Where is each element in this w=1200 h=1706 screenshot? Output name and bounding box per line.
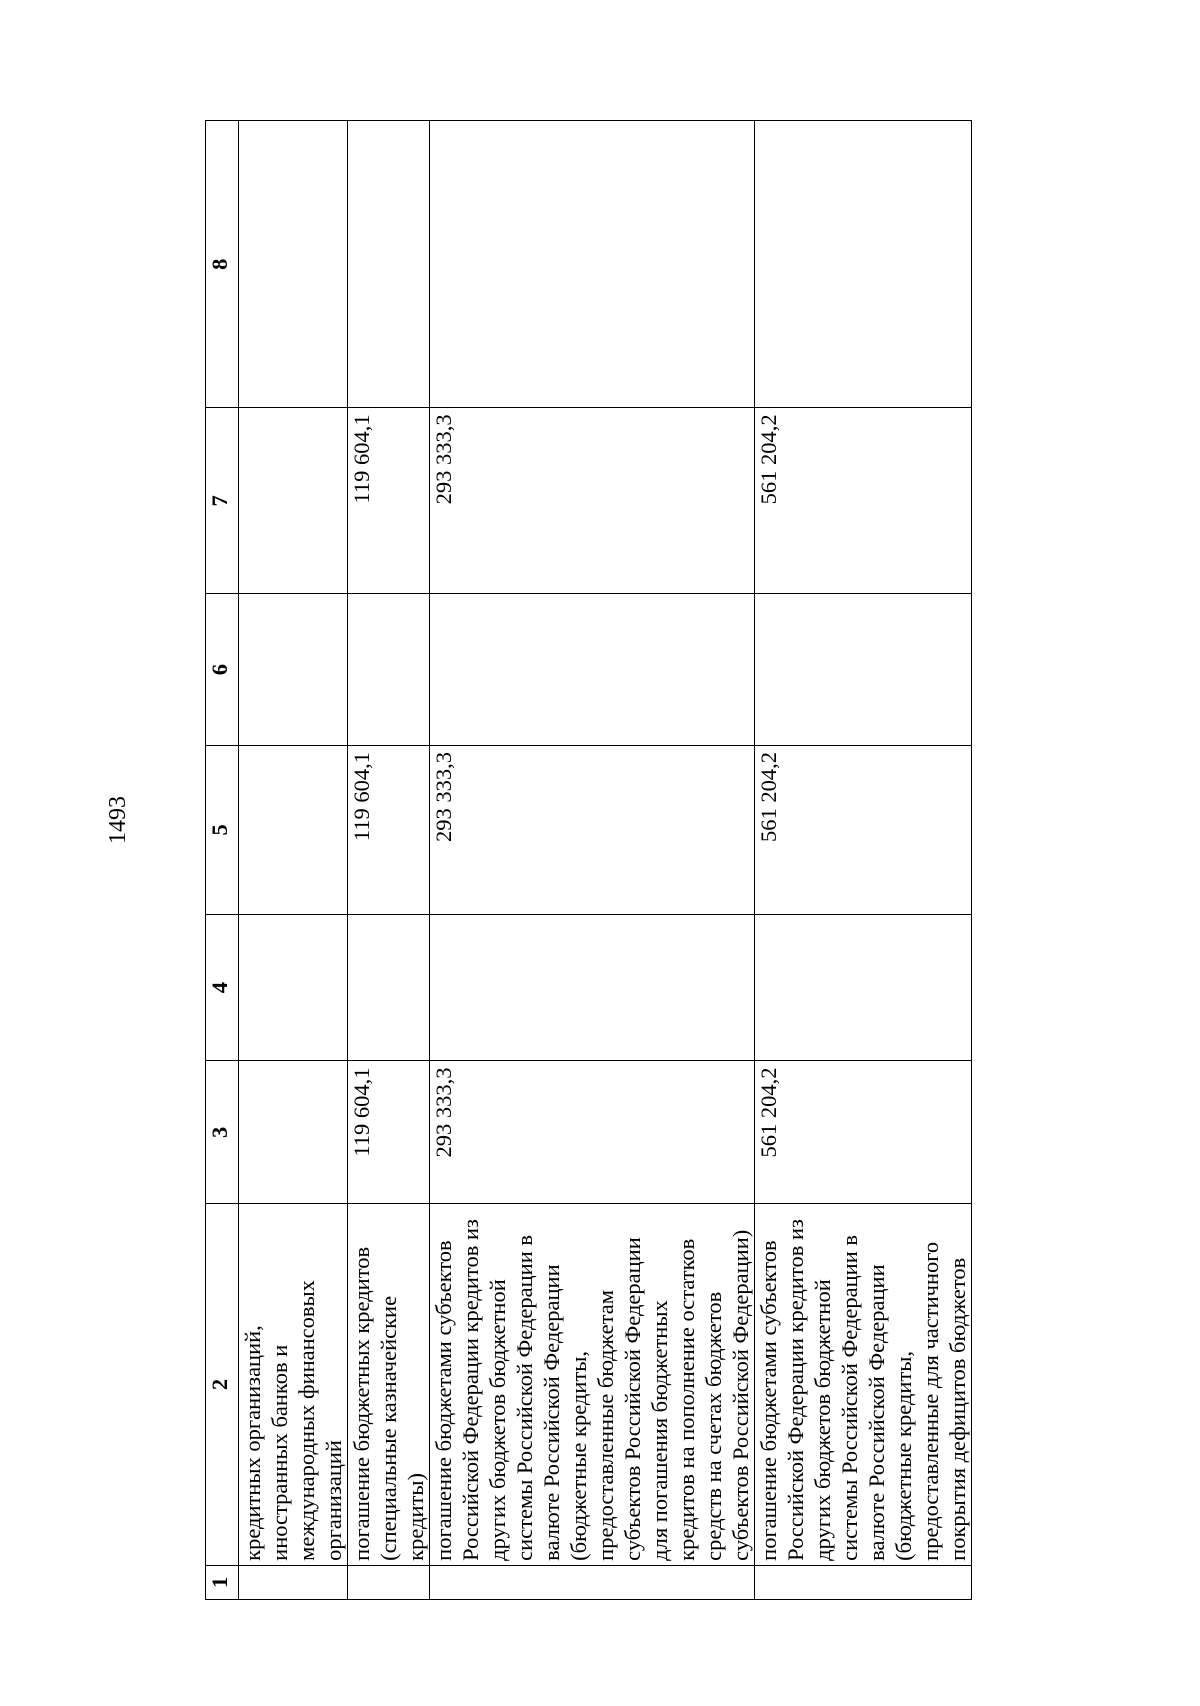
- cell-col1: [430, 1565, 755, 1599]
- column-header-5: 5: [206, 745, 239, 914]
- cell-col4: [239, 914, 348, 1061]
- cell-col8: [430, 121, 755, 408]
- cell-col4: [755, 914, 972, 1061]
- table-row: [755, 121, 972, 1600]
- cell-col1: [755, 1565, 972, 1599]
- cell-col8: [755, 121, 972, 408]
- cell-col5: [239, 745, 348, 914]
- cell-col3: 119 604,1: [348, 1061, 430, 1204]
- column-header-6: 6: [206, 594, 239, 746]
- table-header-row: [206, 121, 239, 1600]
- cell-col1: [348, 1565, 430, 1599]
- cell-col6: [430, 594, 755, 746]
- cell-col7: 561 204,2: [755, 408, 972, 594]
- column-header-7: 7: [206, 408, 239, 594]
- cell-col6: [755, 594, 972, 746]
- cell-description: погашение бюджетами субъектов Российской Федерации кредитов из других бюджетов бюджетной системы Российской Федерации в валюте Российской Федерации (бюджетные кредиты, предоставленные для частичного покрытия дефицитов бюджетов: [755, 1204, 972, 1566]
- column-header-3: 3: [206, 1061, 239, 1204]
- cell-col8: [348, 121, 430, 408]
- cell-col7: 293 333,3: [430, 408, 755, 594]
- cell-col7: [239, 408, 348, 594]
- cell-col8: [239, 121, 348, 408]
- cell-col4: [430, 914, 755, 1061]
- rotated-table-container: [205, 120, 1115, 1600]
- column-header-4: 4: [206, 914, 239, 1061]
- cell-col5: 293 333,3: [430, 745, 755, 914]
- column-header-2: 2: [206, 1204, 239, 1566]
- table-row: [430, 121, 755, 1600]
- cell-col6: [348, 594, 430, 746]
- cell-col3: [239, 1061, 348, 1204]
- cell-description: погашение бюджетами субъектов Российской Федерации кредитов из других бюджетов бюджетной системы Российской Федерации в валюте Российской Федерации (бюджетные кредиты, предоставленные бюджетам субъектов Российской Федерации для погашения бюджетных кредитов на пополнение остатков средств на счетах бюджетов субъектов Российской Федерации): [430, 1204, 755, 1566]
- budget-table: [205, 120, 972, 1600]
- cell-col3: 293 333,3: [430, 1061, 755, 1204]
- cell-col1: [239, 1565, 348, 1599]
- table-row: [348, 121, 430, 1600]
- column-header-1: 1: [206, 1565, 239, 1599]
- cell-col6: [239, 594, 348, 746]
- cell-description: погашение бюджетных кредитов (специальные казначейские кредиты): [348, 1204, 430, 1566]
- cell-col4: [348, 914, 430, 1061]
- cell-col7: 119 604,1: [348, 408, 430, 594]
- cell-col5: 119 604,1: [348, 745, 430, 914]
- table-row: [239, 121, 348, 1600]
- column-header-8: 8: [206, 121, 239, 408]
- cell-col5: 561 204,2: [755, 745, 972, 914]
- cell-description: кредитных организаций, иностранных банков и международных финансовых организаций: [239, 1204, 348, 1566]
- cell-col3: 561 204,2: [755, 1061, 972, 1204]
- page-number: 1493: [105, 796, 131, 844]
